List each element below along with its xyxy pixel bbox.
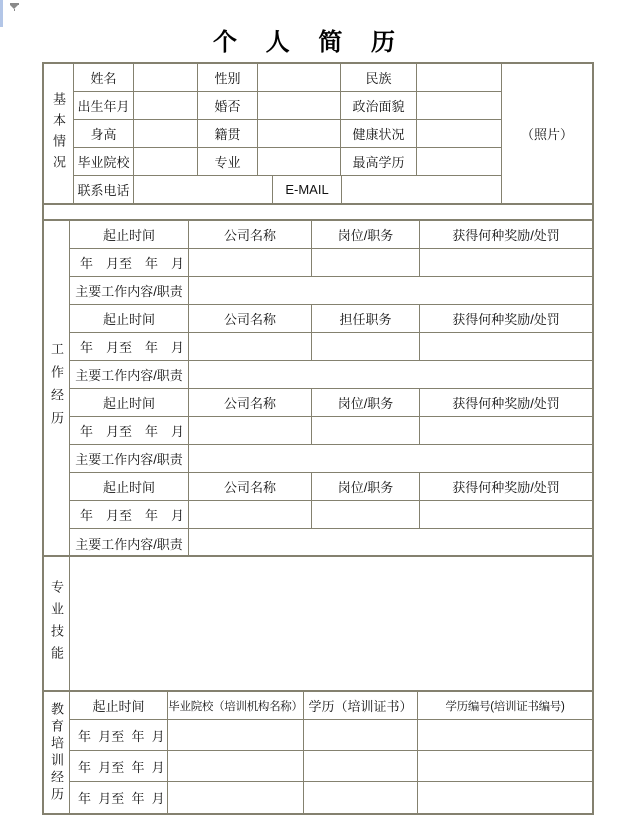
- basic-row-height: [74, 120, 501, 148]
- work-duty-value-cell[interactable]: [189, 529, 592, 557]
- work-duty-label: 主要工作内容/职责: [70, 361, 189, 388]
- education-entry-row: [70, 751, 592, 782]
- resume-table: [42, 62, 594, 815]
- basic-row-birth: [74, 92, 501, 120]
- degree-value-cell[interactable]: [417, 148, 501, 175]
- edu-period-cell[interactable]: 年 月至 年 月: [70, 782, 168, 813]
- work-header-row: [70, 221, 592, 249]
- health-value-cell[interactable]: [417, 120, 501, 147]
- work-period-cell[interactable]: 年 月至 年 月: [70, 249, 189, 276]
- work-company-header: 公司名称: [189, 473, 312, 500]
- work-award-header: 获得何种奖励/处罚: [452, 396, 560, 411]
- work-award-header: 获得何种奖励/处罚: [452, 312, 560, 327]
- edu-number-value-cell[interactable]: [418, 720, 592, 750]
- work-company-header: 公司名称: [189, 389, 312, 416]
- photo-cell[interactable]: （照片）: [501, 64, 592, 203]
- education-entry-row: [70, 782, 592, 813]
- edu-period-cell[interactable]: 年 月至 年 月: [70, 720, 168, 750]
- page-title: 个 人 简 历: [212, 29, 406, 56]
- work-duty-value-cell[interactable]: [189, 277, 592, 304]
- edu-number-value-cell[interactable]: [418, 751, 592, 781]
- education-section: [44, 692, 592, 813]
- work-company-header: 公司名称: [189, 305, 312, 332]
- email-value-cell[interactable]: [342, 176, 501, 203]
- work-duty-row: [70, 445, 592, 473]
- work-duty-value-cell[interactable]: [189, 361, 592, 388]
- work-time-header: 起止时间: [70, 305, 189, 332]
- work-header-row: [70, 473, 592, 501]
- work-award-value-cell[interactable]: [420, 417, 592, 444]
- edu-time-header: 起止时间: [70, 692, 168, 719]
- work-experience-body: [70, 221, 592, 555]
- school-value-cell[interactable]: [134, 148, 198, 175]
- section-label-basic: [44, 64, 74, 203]
- nativeplace-value-cell[interactable]: [258, 120, 341, 147]
- work-position-value-cell[interactable]: [312, 333, 420, 360]
- school-label: 毕业院校: [74, 148, 134, 175]
- gender-label: 性别: [198, 64, 258, 91]
- work-duty-row: [70, 277, 592, 305]
- work-experience-section: [44, 221, 592, 557]
- work-position-value-cell[interactable]: [312, 501, 420, 528]
- work-period-cell[interactable]: 年 月至 年 月: [70, 501, 189, 528]
- health-label: 健康状况: [341, 120, 417, 147]
- filter-funnel-icon[interactable]: [9, 3, 19, 12]
- work-company-value-cell[interactable]: [189, 417, 312, 444]
- work-position-value-cell[interactable]: [312, 249, 420, 276]
- work-duty-value-cell[interactable]: [189, 445, 592, 472]
- basic-info-section: [44, 64, 592, 205]
- basic-row-school: [74, 148, 501, 176]
- birthdate-value-cell[interactable]: [134, 92, 198, 119]
- edu-school-header: 毕业院校（培训机构名称）: [168, 692, 304, 719]
- degree-label: 最高学历: [341, 148, 417, 175]
- work-company-value-cell[interactable]: [189, 333, 312, 360]
- work-entry-row: [70, 333, 592, 361]
- height-label: 身高: [74, 120, 134, 147]
- work-time-header: 起止时间: [70, 389, 189, 416]
- section-label-skills: [44, 557, 70, 690]
- marital-label: 婚否: [198, 92, 258, 119]
- work-period-cell[interactable]: 年 月至 年 月: [70, 417, 189, 444]
- email-label: E-MAIL: [273, 176, 342, 203]
- education-entry-row: [70, 720, 592, 751]
- ethnicity-label: 民族: [341, 64, 417, 91]
- work-header-row: [70, 389, 592, 417]
- spacer-row: [44, 205, 592, 221]
- work-company-value-cell[interactable]: [189, 501, 312, 528]
- work-award-value-cell[interactable]: [420, 249, 592, 276]
- work-header-row: [70, 305, 592, 333]
- work-position-header: 担任职务: [312, 305, 420, 332]
- basic-row-contact: [74, 176, 501, 203]
- section-label-work: [44, 221, 70, 555]
- major-value-cell[interactable]: [258, 148, 341, 175]
- skills-content-cell[interactable]: [70, 557, 592, 690]
- work-period-cell[interactable]: 年 月至 年 月: [70, 333, 189, 360]
- work-duty-label: 主要工作内容/职责: [70, 529, 189, 557]
- edu-degree-value-cell[interactable]: [304, 720, 418, 750]
- gender-value-cell[interactable]: [258, 64, 341, 91]
- height-value-cell[interactable]: [134, 120, 198, 147]
- work-entry-row: [70, 417, 592, 445]
- work-duty-label: 主要工作内容/职责: [70, 277, 189, 304]
- political-value-cell[interactable]: [417, 92, 501, 119]
- work-section-title: 工作经历: [49, 342, 64, 434]
- edu-school-value-cell[interactable]: [168, 751, 304, 781]
- skills-section-title: 专业技能: [49, 579, 64, 668]
- name-label: 姓名: [74, 64, 134, 91]
- work-duty-row: [70, 361, 592, 389]
- work-entry-row: [70, 501, 592, 529]
- edu-school-value-cell[interactable]: [168, 782, 304, 813]
- phone-value-cell[interactable]: [134, 176, 273, 203]
- edu-number-value-cell[interactable]: [418, 782, 592, 813]
- marital-value-cell[interactable]: [258, 92, 341, 119]
- work-position-header: 岗位/职务: [312, 221, 420, 248]
- education-section-title: 教育培训经历: [49, 701, 64, 804]
- work-award-value-cell[interactable]: [420, 333, 592, 360]
- edu-degree-header: 学历（培训证书）: [304, 692, 418, 719]
- phone-label: 联系电话: [74, 176, 134, 203]
- nativeplace-label: 籍贯: [198, 120, 258, 147]
- work-duty-label: 主要工作内容/职责: [70, 445, 189, 472]
- work-position-header: 岗位/职务: [312, 389, 420, 416]
- basic-section-title: 基本情况: [51, 91, 66, 176]
- section-label-education: [44, 692, 70, 813]
- education-header-row: [70, 692, 592, 720]
- edu-school-value-cell[interactable]: [168, 720, 304, 750]
- edu-period-cell[interactable]: 年 月至 年 月: [70, 751, 168, 781]
- basic-row-name: [74, 64, 501, 92]
- edu-degree-value-cell[interactable]: [304, 782, 418, 813]
- work-time-header: 起止时间: [70, 473, 189, 500]
- edu-number-header: 学历编号(培训证书编号): [445, 700, 565, 713]
- work-company-header: 公司名称: [189, 221, 312, 248]
- work-time-header: 起止时间: [70, 221, 189, 248]
- skills-section: [44, 557, 592, 692]
- work-position-header: 岗位/职务: [312, 473, 420, 500]
- basic-info-body: [74, 64, 501, 203]
- name-value-cell[interactable]: [134, 64, 198, 91]
- major-label: 专业: [198, 148, 258, 175]
- work-duty-row: [70, 529, 592, 557]
- work-award-header: 获得何种奖励/处罚: [452, 228, 560, 243]
- edu-degree-value-cell[interactable]: [304, 751, 418, 781]
- birthdate-label: 出生年月: [74, 92, 134, 119]
- work-award-value-cell[interactable]: [420, 501, 592, 528]
- work-position-value-cell[interactable]: [312, 417, 420, 444]
- work-company-value-cell[interactable]: [189, 249, 312, 276]
- ethnicity-value-cell[interactable]: [417, 64, 501, 91]
- education-body: [70, 692, 592, 813]
- work-entry-row: [70, 249, 592, 277]
- political-label: 政治面貌: [341, 92, 417, 119]
- work-award-header: 获得何种奖励/处罚: [452, 480, 560, 495]
